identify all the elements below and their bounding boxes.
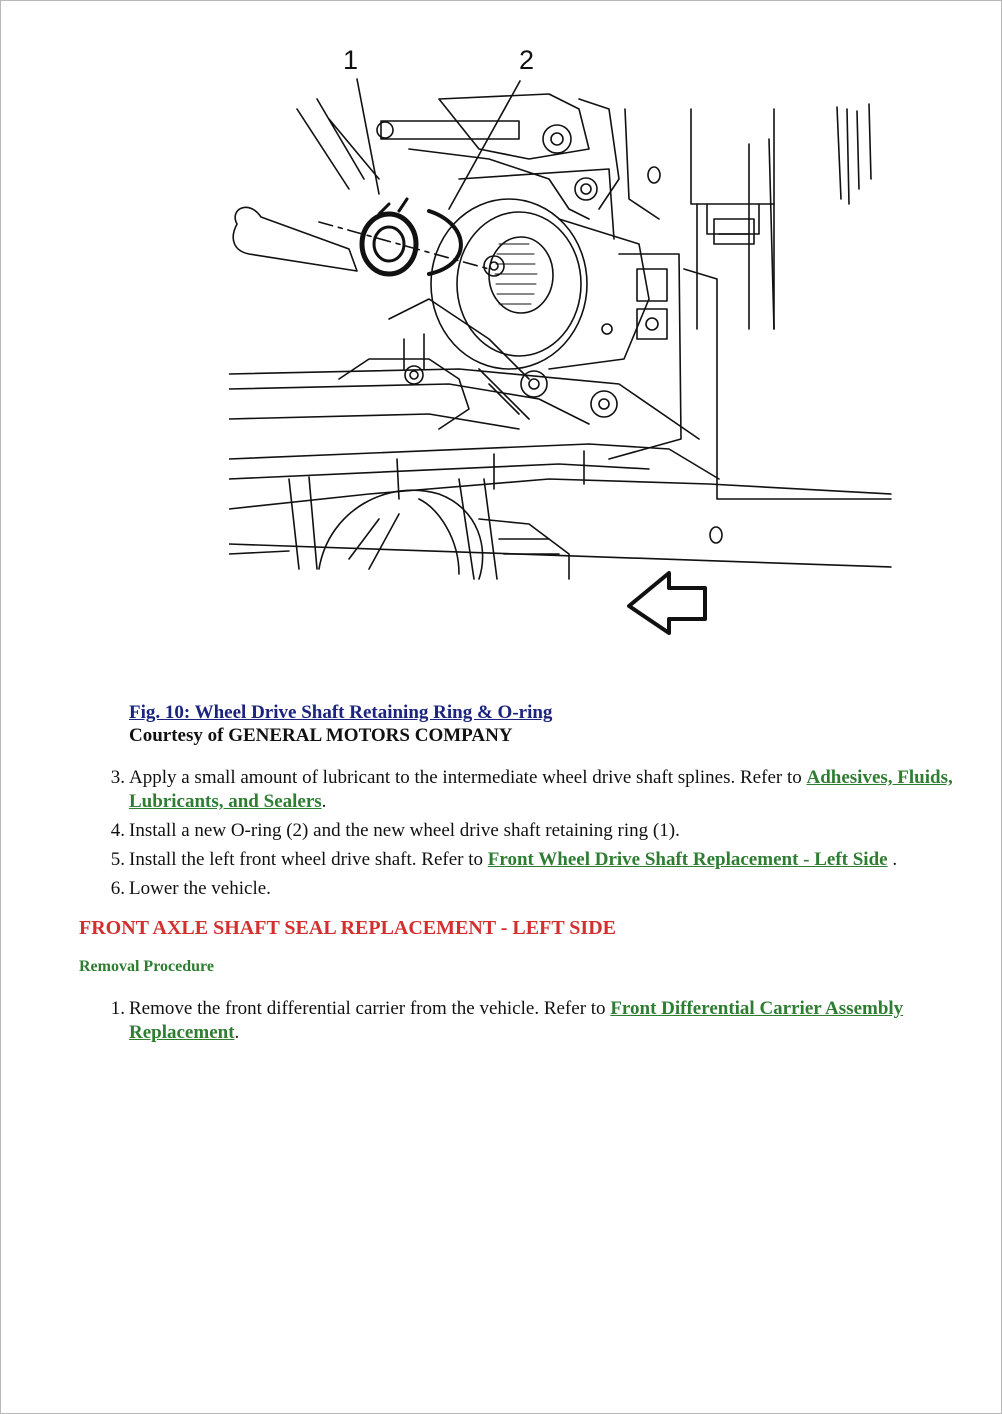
front-wheel-drive-shaft-link[interactable]: Front Wheel Drive Shaft Replacement - Left Side [487, 849, 888, 870]
step-text: Install a new O-ring (2) and the new wheel drive shaft retaining ring (1). [129, 820, 680, 841]
step-text-after: . [321, 791, 327, 812]
step-number: 1. [110, 998, 125, 1019]
installation-steps [101, 766, 961, 906]
step-text: Apply a small amount of lubricant to the intermediate wheel drive shaft splines. Refer to [129, 767, 807, 788]
callout-2: 2 [519, 45, 535, 75]
step-number: 6. [110, 878, 125, 899]
section-subtitle: Removal Procedure [79, 958, 214, 975]
list-item [101, 766, 961, 814]
step-text: Install the left front wheel drive shaft. Refer to [129, 849, 488, 870]
step-number: 5. [110, 849, 125, 870]
figure-caption-link[interactable]: Fig. 10: Wheel Drive Shaft Retaining Ring & O-ring [129, 702, 553, 723]
figure-courtesy: Courtesy of GENERAL MOTORS COMPANY [129, 725, 513, 746]
step-text: Lower the vehicle. [129, 878, 271, 899]
list-item [101, 997, 961, 1045]
front-differential-carrier-link[interactable]: Front Differential Carrier Assembly Replacement [129, 998, 904, 1043]
step-text-after: . [234, 1022, 240, 1043]
list-item [101, 848, 961, 872]
callout-1: 1 [343, 45, 359, 75]
list-item [101, 819, 961, 843]
step-text-after: . [887, 849, 898, 870]
figure-caption [129, 701, 552, 747]
step-number: 4. [110, 820, 125, 841]
adhesives-link[interactable]: Adhesives, Fluids, Lubricants, and Sealers [129, 767, 953, 812]
step-text: Remove the front differential carrier from the vehicle. Refer to [129, 998, 611, 1019]
drive-shaft-line-drawing [229, 39, 894, 639]
removal-steps [101, 997, 961, 1050]
section-title: FRONT AXLE SHAFT SEAL REPLACEMENT - LEFT SIDE [79, 917, 616, 939]
step-number: 3. [110, 767, 125, 788]
figure-drive-shaft-illustration [229, 39, 894, 639]
list-item [101, 877, 961, 901]
